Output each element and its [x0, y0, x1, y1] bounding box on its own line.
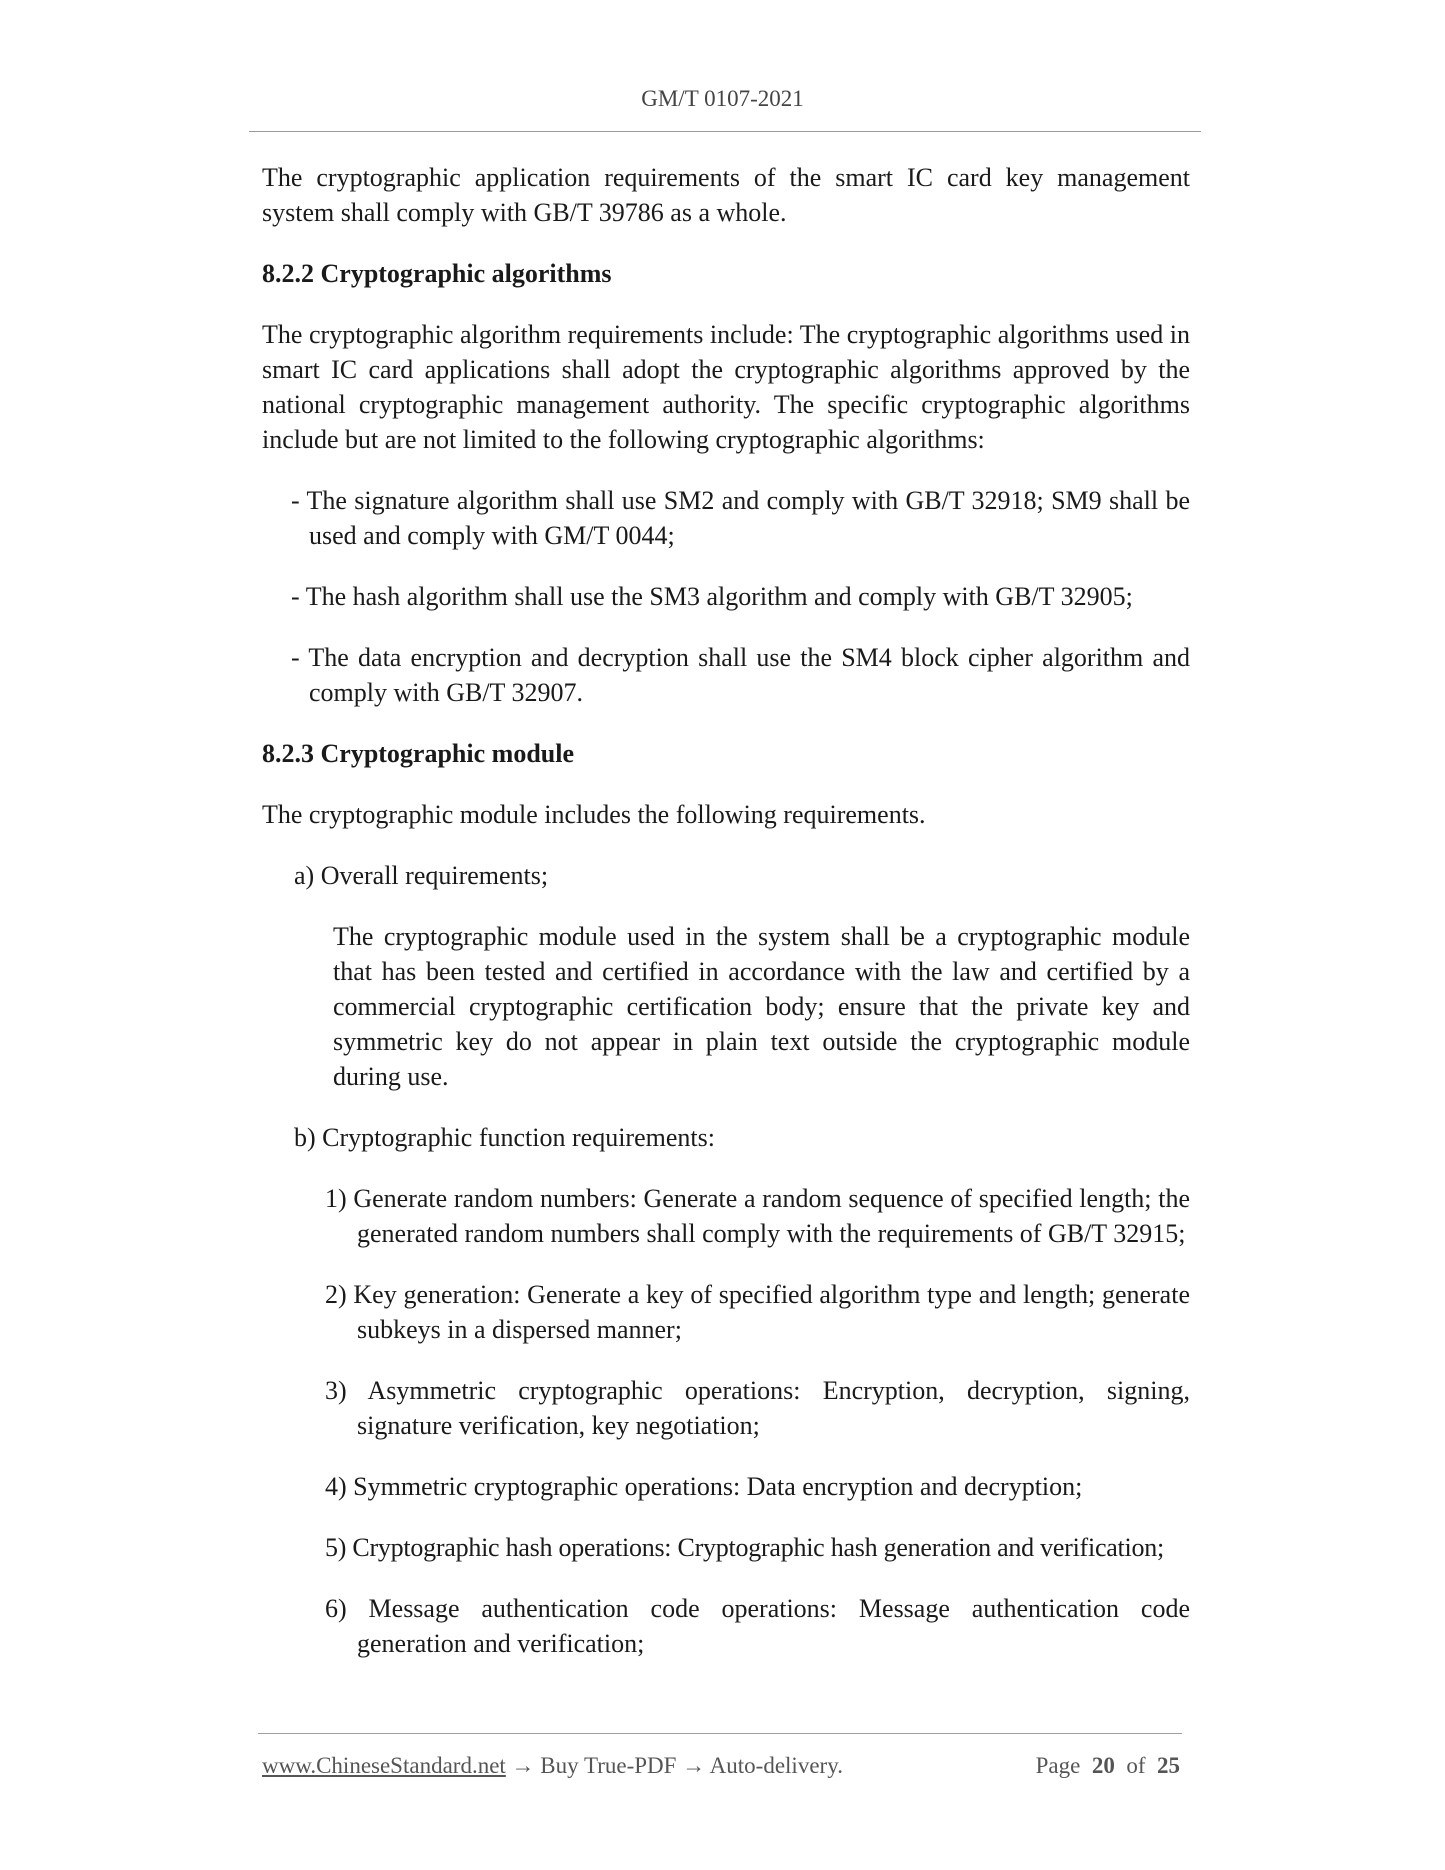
- footer-promo: [262, 1753, 843, 1778]
- website-link[interactable]: www.ChineseStandard.net: [262, 1753, 506, 1778]
- function-item-asymmetric-operations: 3) Asymmetric cryptographic operations: Encryption, decryption, signing, signature verification, key negotiation;: [325, 1376, 1190, 1440]
- intro-paragraph: The cryptographic application requirements of the smart IC card key management system shall comply with GB/T 39786 as a whole.: [262, 163, 1190, 227]
- buy-pdf-text: Buy True-PDF: [540, 1753, 677, 1778]
- list-item-encryption-algorithm: - The data encryption and decryption shall use the SM4 block cipher algorithm and comply with GB/T 32907.: [291, 643, 1190, 707]
- page-of-label: of: [1126, 1753, 1146, 1778]
- page-content: [262, 160, 1190, 1687]
- section-heading-8-2-2: 8.2.2 Cryptographic algorithms: [262, 259, 612, 288]
- list-item-overall-requirements: a) Overall requirements;: [294, 861, 549, 890]
- header-divider: [249, 131, 1201, 132]
- page-label: Page: [1035, 1753, 1081, 1778]
- function-item-symmetric-operations: 4) Symmetric cryptographic operations: Data encryption and decryption;: [325, 1472, 1083, 1501]
- page-total: 25: [1157, 1753, 1180, 1778]
- page-current: 20: [1091, 1753, 1115, 1778]
- overall-requirements-text: The cryptographic module used in the system shall be a cryptographic module that has been tested and certified in accordance with the law and certified by a commercial cryptographic certification body; ensure that the private key and symmetric key do not appear in plain text outside the cryptographic module during use.: [333, 922, 1190, 1091]
- function-item-key-generation: 2) Key generation: Generate a key of specified algorithm type and length; generate subkeys in a dispersed manner;: [325, 1280, 1190, 1344]
- list-item-signature-algorithm: - The signature algorithm shall use SM2 and comply with GB/T 32918; SM9 shall be used and comply with GM/T 0044;: [291, 486, 1190, 550]
- algorithms-paragraph: The cryptographic algorithm requirements include: The cryptographic algorithms used in smart IC card applications shall adopt the cryptographic algorithms approved by the national cryptographic management authority. The specific cryptographic algorithms include but are not limited to the following cryptographic algorithms:: [262, 320, 1190, 454]
- page-indicator: [1036, 1753, 1180, 1779]
- footer-divider: [258, 1733, 1182, 1734]
- arrow-right-icon: →: [511, 1753, 535, 1778]
- module-paragraph: The cryptographic module includes the following requirements.: [262, 800, 926, 829]
- arrow-right-icon: →: [682, 1753, 706, 1778]
- function-item-random-numbers: 1) Generate random numbers: Generate a random sequence of specified length; the generated random numbers shall comply with the requirements of GB/T 32915;: [325, 1184, 1190, 1248]
- function-item-mac-operations: 6) Message authentication code operations: Message authentication code generation and verification;: [325, 1594, 1190, 1658]
- function-item-hash-operations: 5) Cryptographic hash operations: Cryptographic hash generation and verification;: [325, 1533, 1164, 1562]
- auto-delivery-text: Auto-delivery.: [709, 1753, 843, 1778]
- page-footer: [262, 1753, 1180, 1779]
- document-code: GM/T 0107-2021: [641, 86, 804, 111]
- section-heading-8-2-3: 8.2.3 Cryptographic module: [262, 739, 574, 768]
- list-item-hash-algorithm: - The hash algorithm shall use the SM3 algorithm and comply with GB/T 32905;: [291, 582, 1133, 611]
- list-item-function-requirements: b) Cryptographic function requirements:: [294, 1123, 715, 1152]
